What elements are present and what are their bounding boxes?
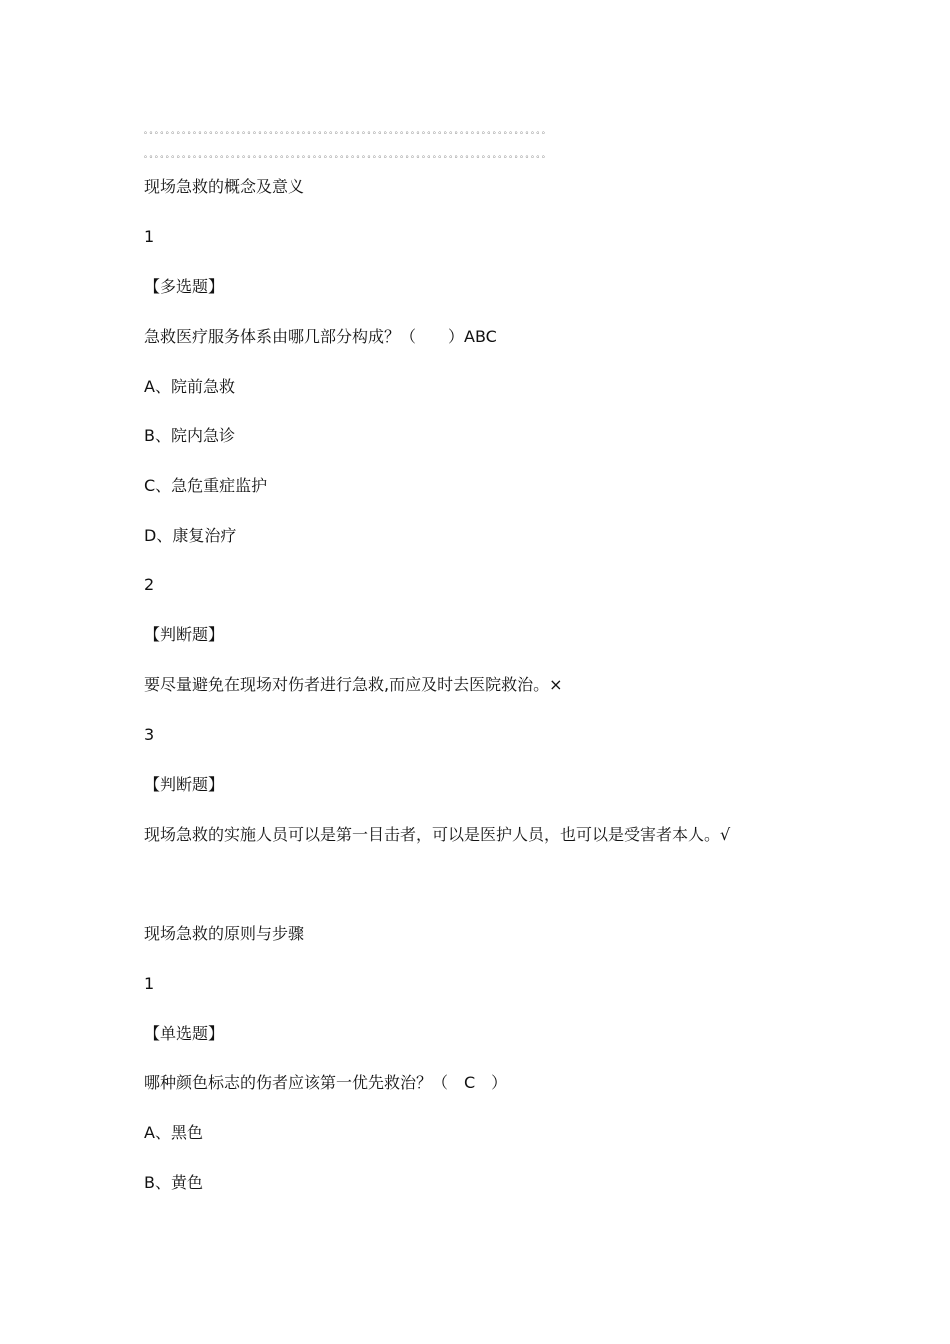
question-stem: 现场急救的实施人员可以是第一目击者，可以是医护人员，也可以是受害者本人。√ — [144, 825, 731, 844]
question-number: 1 — [144, 227, 155, 246]
question-stem: 要尽量避免在现场对伤者进行急救,而应及时去医院救治。× — [144, 675, 563, 694]
answer-option: D、康复治疗 — [144, 526, 237, 545]
question-number: 2 — [144, 575, 155, 594]
section-title: 现场急救的概念及意义 — [144, 177, 305, 196]
question-type: 【判断题】 — [144, 625, 225, 644]
section-title: 现场急救的原则与步骤 — [144, 924, 305, 943]
answer-option: A、院前急救 — [144, 377, 235, 396]
answer-option: B、黄色 — [144, 1173, 203, 1192]
question-number: 3 — [144, 725, 155, 744]
dot-separator-row: 。。。。。。。。。。。。。。。。。。。。。。。。。。。。。。。。。。。。。。。。。。。。。。。。。。。。。。。。。。。。。。。。。。。。。。。。。。 — [144, 127, 552, 135]
answer-option: B、院内急诊 — [144, 426, 235, 445]
question-type: 【多选题】 — [144, 277, 225, 296]
question-type: 【单选题】 — [144, 1024, 225, 1043]
question-stem: 哪种颜色标志的伤者应该第一优先救治？（ C ） — [144, 1073, 508, 1092]
answer-option: C、急危重症监护 — [144, 476, 268, 495]
answer-option: A、黑色 — [144, 1123, 203, 1142]
question-stem: 急救医疗服务体系由哪几部分构成？（ ）ABC — [144, 327, 497, 346]
dot-separator-row: 。。。。。。。。。。。。。。。。。。。。。。。。。。。。。。。。。。。。。。。。。。。。。。。。。。。。。。。。。。。。。。。。。。。。。。。。。。 — [144, 151, 552, 159]
question-number: 1 — [144, 974, 155, 993]
question-type: 【判断题】 — [144, 775, 225, 794]
